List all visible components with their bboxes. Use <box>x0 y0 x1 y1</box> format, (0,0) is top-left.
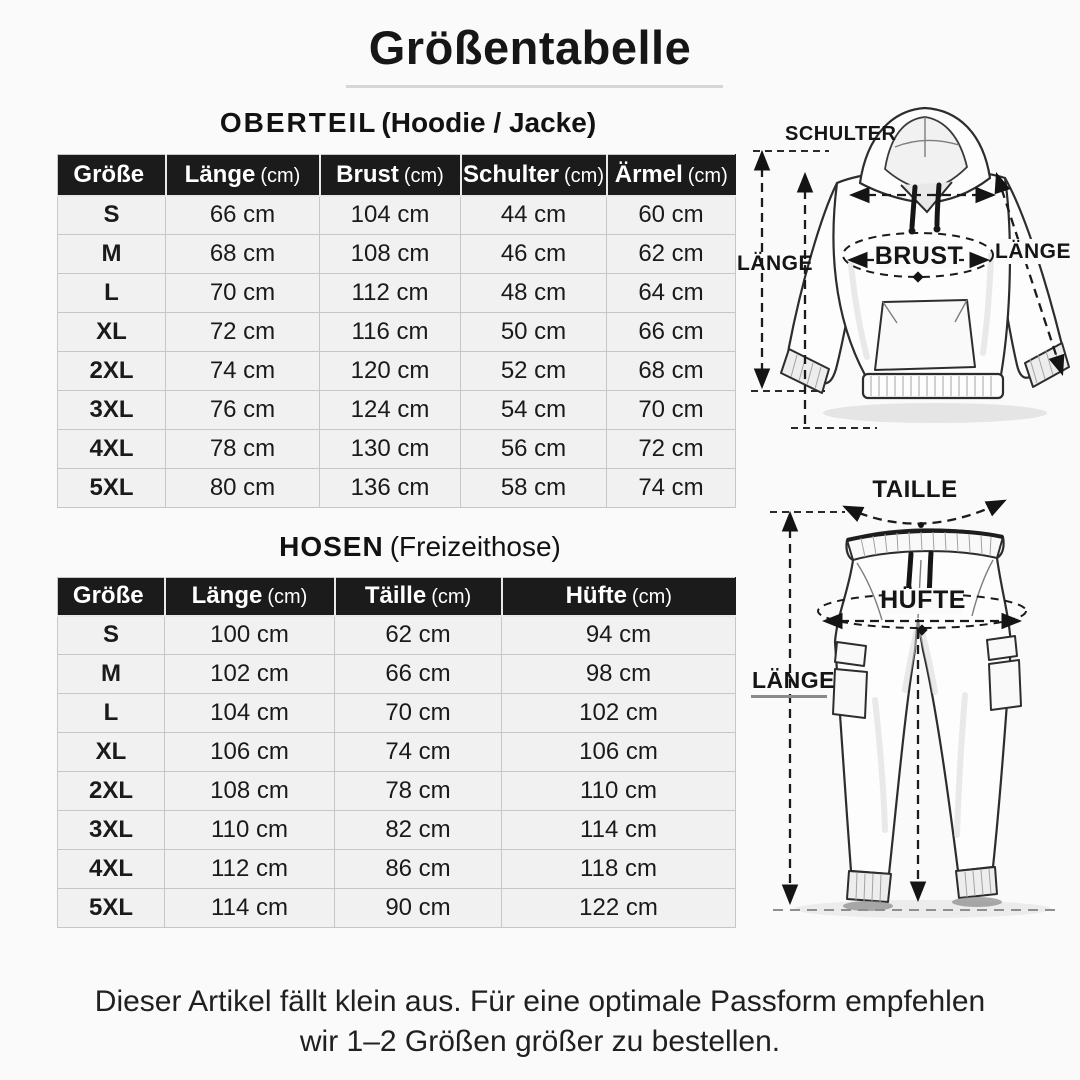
value-cell: 72 cm <box>166 313 320 352</box>
col-unit: (cm) <box>431 586 472 609</box>
size-cell: 5XL <box>58 889 165 928</box>
oberteil-header-row <box>58 155 736 196</box>
size-cell: L <box>58 274 166 313</box>
size-cell: S <box>58 196 166 235</box>
value-cell: 68 cm <box>607 352 736 391</box>
page-title: Größentabelle <box>368 21 692 74</box>
value-cell: 72 cm <box>607 430 736 469</box>
value-cell: 78 cm <box>335 772 502 811</box>
table-row <box>58 313 736 352</box>
hosen-heading-main: HOSEN <box>279 531 384 562</box>
value-cell: 122 cm <box>502 889 736 928</box>
col-header-laenge <box>166 155 320 196</box>
value-cell: 118 cm <box>502 850 736 889</box>
cargo-pocket-left <box>833 669 867 718</box>
size-cell: 4XL <box>58 850 165 889</box>
col-unit: (cm) <box>403 164 444 187</box>
value-cell: 66 cm <box>607 313 736 352</box>
fit-note-line1: Dieser Artikel fällt klein aus. Für eine optimale Passform empfehlen <box>94 985 986 1018</box>
cargo-pocket-right-flap <box>987 636 1017 660</box>
value-cell: 52 cm <box>461 352 607 391</box>
value-cell: 106 cm <box>165 733 335 772</box>
col-header-schulter <box>461 155 607 196</box>
col-unit: (cm) <box>631 586 672 609</box>
table-row <box>58 469 736 508</box>
value-cell: 124 cm <box>320 391 461 430</box>
taille-dimension-arc <box>845 501 1004 524</box>
drawstring-right <box>937 185 939 225</box>
value-cell: 82 cm <box>335 811 502 850</box>
hoodie-brust-label: BRUST <box>874 242 964 270</box>
fit-note <box>0 982 1080 1062</box>
value-cell: 110 cm <box>165 811 335 850</box>
size-cell: 5XL <box>58 469 166 508</box>
value-cell: 102 cm <box>502 694 736 733</box>
table-row <box>58 391 736 430</box>
table-row <box>58 274 736 313</box>
col-header-brust <box>320 155 461 196</box>
col-unit: (cm) <box>260 164 301 187</box>
size-cell: 2XL <box>58 772 165 811</box>
cargo-pocket-left-flap <box>835 642 866 666</box>
col-label: Brust <box>336 160 399 188</box>
hoodie-hem-band <box>863 374 1003 398</box>
table-row <box>58 616 736 655</box>
value-cell: 100 cm <box>165 616 335 655</box>
col-label: Länge <box>184 160 256 188</box>
col-label: Größe <box>73 160 145 188</box>
value-cell: 130 cm <box>320 430 461 469</box>
value-cell: 86 cm <box>335 850 502 889</box>
size-cell: L <box>58 694 165 733</box>
value-cell: 58 cm <box>461 469 607 508</box>
title-underline <box>346 85 723 88</box>
value-cell: 108 cm <box>320 235 461 274</box>
value-cell: 76 cm <box>166 391 320 430</box>
table-row <box>58 196 736 235</box>
hosen-heading-sub: (Freizeithose) <box>389 531 561 562</box>
value-cell: 114 cm <box>165 889 335 928</box>
table-row <box>58 694 736 733</box>
value-cell: 120 cm <box>320 352 461 391</box>
size-cell: 2XL <box>58 352 166 391</box>
drawstring-left <box>912 187 915 227</box>
value-cell: 108 cm <box>165 772 335 811</box>
table-row <box>58 850 736 889</box>
value-cell: 74 cm <box>607 469 736 508</box>
hoodie-laenge-left-label: LÄNGE <box>737 252 813 275</box>
oberteil-heading <box>58 107 758 139</box>
value-cell: 110 cm <box>502 772 736 811</box>
size-cell: 4XL <box>58 430 166 469</box>
size-cell: M <box>58 655 165 694</box>
table-row <box>58 889 736 928</box>
value-cell: 44 cm <box>461 196 607 235</box>
value-cell: 102 cm <box>165 655 335 694</box>
col-label: Hüfte <box>565 582 627 610</box>
value-cell: 104 cm <box>320 196 461 235</box>
table-row <box>58 733 736 772</box>
value-cell: 68 cm <box>166 235 320 274</box>
kangaroo-pocket <box>875 300 975 370</box>
hosen-table <box>57 577 736 928</box>
pants-huefte-label: HÜFTE <box>880 586 966 614</box>
laenge-label-underline <box>751 695 827 698</box>
value-cell: 116 cm <box>320 313 461 352</box>
value-cell: 74 cm <box>166 352 320 391</box>
table-row <box>58 235 736 274</box>
value-cell: 94 cm <box>502 616 736 655</box>
drawstring-tip <box>934 226 941 233</box>
value-cell: 64 cm <box>607 274 736 313</box>
value-cell: 66 cm <box>335 655 502 694</box>
value-cell: 106 cm <box>502 733 736 772</box>
size-cell: 3XL <box>58 811 165 850</box>
value-cell: 112 cm <box>165 850 335 889</box>
pants-taille-label: TAILLE <box>872 476 958 503</box>
value-cell: 56 cm <box>461 430 607 469</box>
size-cell: S <box>58 616 165 655</box>
table-row <box>58 655 736 694</box>
hoodie-laenge-right-label: LÄNGE <box>995 240 1071 263</box>
pants-diagram <box>725 450 1080 950</box>
value-cell: 70 cm <box>335 694 502 733</box>
hosen-header-row <box>58 578 736 616</box>
col-unit: (cm) <box>267 586 308 609</box>
value-cell: 50 cm <box>461 313 607 352</box>
value-cell: 54 cm <box>461 391 607 430</box>
cuff-shadow-right <box>952 897 1002 907</box>
hosen-heading <box>70 531 770 563</box>
cargo-pocket-right <box>989 660 1021 710</box>
value-cell: 112 cm <box>320 274 461 313</box>
col-unit: (cm) <box>687 164 728 187</box>
pants-laenge-label: LÄNGE <box>752 667 835 693</box>
oberteil-heading-sub: (Hoodie / Jacke) <box>381 107 597 138</box>
pants-left-cuff <box>847 871 891 902</box>
col-label: Größe <box>72 582 144 610</box>
value-cell: 114 cm <box>502 811 736 850</box>
col-label: Länge <box>191 582 263 610</box>
value-cell: 78 cm <box>166 430 320 469</box>
value-cell: 62 cm <box>607 235 736 274</box>
hoodie-schulter-label: SCHULTER <box>785 123 897 145</box>
col-label: Ärmel <box>614 160 683 188</box>
size-cell: M <box>58 235 166 274</box>
col-header-groesse <box>58 155 166 196</box>
value-cell: 70 cm <box>607 391 736 430</box>
value-cell: 136 cm <box>320 469 461 508</box>
table-row <box>58 811 736 850</box>
size-cell: XL <box>58 313 166 352</box>
col-header-taille <box>335 578 502 616</box>
value-cell: 98 cm <box>502 655 736 694</box>
oberteil-heading-main: OBERTEIL <box>219 107 378 138</box>
oberteil-table <box>57 154 736 508</box>
col-unit: (cm) <box>564 164 604 187</box>
value-cell: 80 cm <box>166 469 320 508</box>
col-header-groesse <box>58 578 165 616</box>
col-header-huefte <box>502 578 736 616</box>
col-header-aermel <box>607 155 736 196</box>
value-cell: 90 cm <box>335 889 502 928</box>
value-cell: 70 cm <box>166 274 320 313</box>
table-row <box>58 430 736 469</box>
value-cell: 62 cm <box>335 616 502 655</box>
hoodie-shadow <box>823 403 1047 423</box>
col-label: Täille <box>364 582 427 610</box>
col-label: Schulter <box>462 160 560 188</box>
size-cell: 3XL <box>58 391 166 430</box>
value-cell: 48 cm <box>461 274 607 313</box>
col-header-laenge <box>165 578 335 616</box>
hoodie-diagram <box>725 95 1080 445</box>
fit-note-line2: wir 1–2 Größen größer zu bestellen. <box>299 1025 781 1058</box>
value-cell: 46 cm <box>461 235 607 274</box>
value-cell: 66 cm <box>166 196 320 235</box>
taille-center-dot <box>918 522 924 528</box>
value-cell: 104 cm <box>165 694 335 733</box>
value-cell: 74 cm <box>335 733 502 772</box>
table-row <box>58 352 736 391</box>
value-cell: 60 cm <box>607 196 736 235</box>
table-row <box>58 772 736 811</box>
size-cell: XL <box>58 733 165 772</box>
